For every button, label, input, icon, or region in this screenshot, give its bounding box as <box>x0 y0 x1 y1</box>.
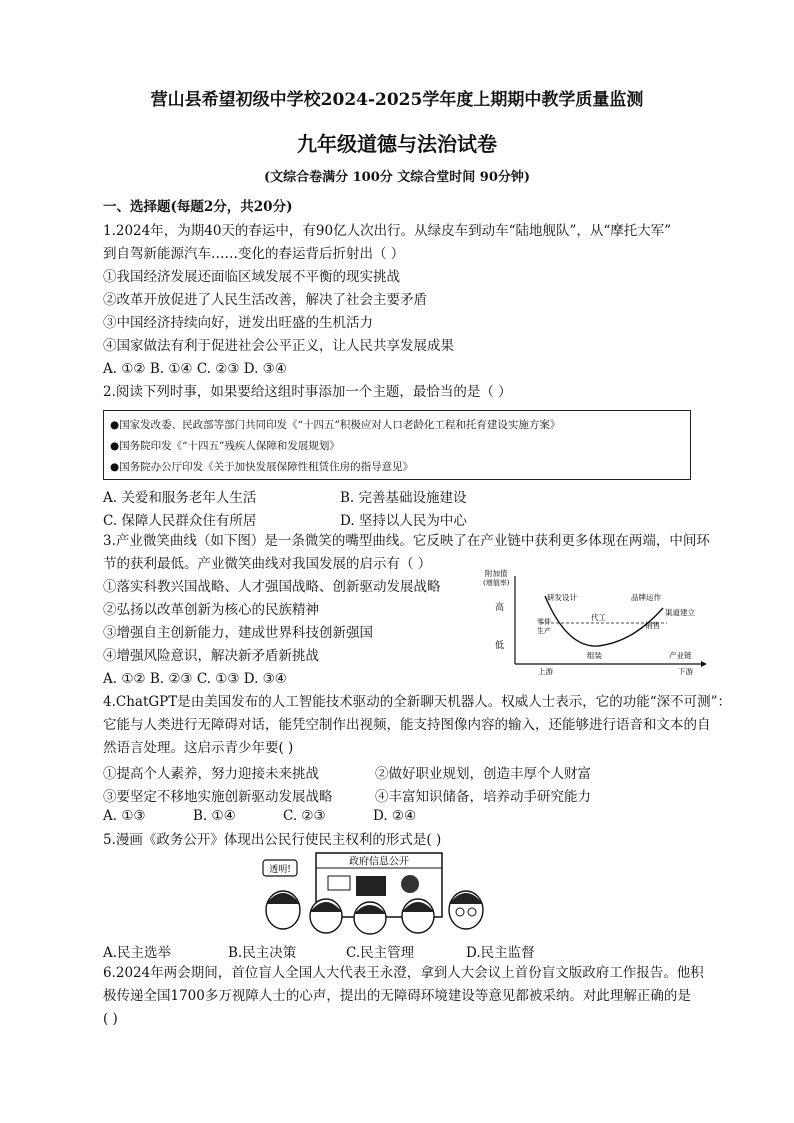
label-sales: 销售 <box>645 621 660 630</box>
q4-option-1: ①提高个人素养，努力迎接未来挑战 <box>103 766 319 782</box>
q4-option-3: ③要坚定不移地实施创新驱动发展战略 <box>103 789 333 805</box>
board-doc-2 <box>356 876 386 896</box>
exam-subtitle: 九年级道德与法治试卷 <box>297 132 497 156</box>
q4-stem-line3: 然语言处理。这启示青少年要( ) <box>103 740 294 756</box>
q1-stem-line1: 1.2024年，为期40天的春运中，有90亿人次出行。从绿皮车到动车“陆地舰队”，从“摩托大军” <box>103 223 672 239</box>
q2-stem: 2.阅读下列时事，如果要给这组时事添加一个主题，最恰当的是（ ） <box>103 384 512 400</box>
q2-answer-c: C. 保障人民群众住有所居 <box>103 513 257 529</box>
q4-option-4: ④丰富知识储备，培养动手研究能力 <box>375 789 591 805</box>
label-oem: 代工 <box>591 613 606 622</box>
q4-stem-line2: 它能与人类进行无障碍对话，能凭空制作出视频，能支持图像内容的输入，还能够进行语音和文本的自 <box>103 717 711 733</box>
q5-answer-c: C.民主管理 <box>346 945 415 961</box>
label-parts-1: 零件 <box>537 618 551 626</box>
q3-stem-line2: 节的获利最低。产业微笑曲线对我国发展的启示有（ ） <box>103 556 432 572</box>
q3-option-4: ④增强风险意识，解决新矛盾新挑战 <box>103 648 319 664</box>
q3-answers: A. ①② B. ②③ C. ①③ D. ③④ <box>103 671 287 687</box>
news-box <box>103 410 691 480</box>
q4-option-2: ②做好职业规划，创造丰厚个人财富 <box>375 766 591 782</box>
q1-option-3: ③中国经济持续向好，迸发出旺盛的生机活力 <box>103 315 373 331</box>
y-label-2: (增值率) <box>483 579 510 587</box>
board-pie-icon <box>401 875 419 893</box>
label-upstream: 上游 <box>538 667 553 676</box>
q4-answer-b: B. ①④ <box>193 808 236 824</box>
q5-answer-b: B.民主决策 <box>228 945 297 961</box>
q1-stem-line2: 到自驾新能源汽车……变化的春运背后折射出（ ） <box>103 246 405 262</box>
news-item-2: ●国务院印发《“十四五”残疾人保障和发展规划》 <box>110 440 340 452</box>
label-low: 低 <box>495 641 505 651</box>
q4-stem-line1: 4.ChatGPT是由美国发布的人工智能技术驱动的全新聊天机器人。权威人士表示，它的功能“深不可测”： <box>103 694 732 710</box>
q5-answer-d: D.民主监督 <box>466 945 535 961</box>
label-brand: 品牌运作 <box>631 593 661 602</box>
q3-option-3: ③增强自主创新能力，建成世界科技创新强国 <box>103 625 373 641</box>
label-channel: 渠道建立 <box>665 608 695 617</box>
q2-answer-a: A. 关爱和服务老年人生活 <box>103 490 257 506</box>
q3-option-1: ①落实科教兴国战略、人才强国战略、创新驱动发展战略 <box>103 579 441 595</box>
q5-answer-a: A.民主选举 <box>103 945 172 961</box>
q5-stem: 5.漫画《政务公开》体现出公民行使民主权利的形式是( ) <box>103 832 442 848</box>
q6-stem-line3: ( ) <box>103 1011 118 1027</box>
exam-title: 营山县希望初级中学校2024-2025学年度上期期中教学质量监测 <box>150 90 644 110</box>
y-label-1: 附加值 <box>485 569 508 578</box>
government-info-cartoon <box>258 852 498 937</box>
q1-answers: A. ①② B. ①④ C. ②③ D. ③④ <box>103 361 287 377</box>
x-axis-label: 产业链 <box>669 651 692 660</box>
q2-answer-d: D. 坚持以人民为中心 <box>340 513 467 529</box>
person-hair-5 <box>449 893 483 904</box>
q3-stem-line1: 3.产业微笑曲线（如下图）是一条微笑的嘴型曲线。它反映了在产业链中获利更多体现在两端，中间环 <box>103 533 710 549</box>
label-parts-2: 生产 <box>537 627 551 635</box>
q3-option-2: ②弘扬以改革创新为核心的民族精神 <box>103 602 319 618</box>
exam-note: (文综合卷满分 100分 文综合堂时间 90分钟) <box>263 170 531 185</box>
label-assembly: 组装 <box>587 651 602 660</box>
info-board-sign: 政府信息公开 <box>349 856 409 868</box>
q1-option-1: ①我国经济发展还面临区域发展不平衡的现实挑战 <box>103 269 400 285</box>
smile-curve-diagram <box>483 568 708 676</box>
x-axis-arrow <box>701 661 707 667</box>
q2-answer-b: B. 完善基础设施建设 <box>340 490 467 506</box>
board-doc-1 <box>328 876 350 890</box>
q6-stem-line2: 极传递全国1700多万视障人士的心声，提出的无障碍环境建设等意见都被采纳。对此理解正确的是 <box>103 988 691 1004</box>
label-high: 高 <box>495 603 505 613</box>
q4-answer-a: A. ①③ <box>103 808 146 824</box>
person-hair-1 <box>266 893 300 904</box>
news-item-1: ●国家发改委、民政部等部门共同印发《“十四五”积极应对人口老龄化工程和托育建设实施方案》 <box>110 419 561 431</box>
q1-option-4: ④国家做法有利于促进社会公平正义，让人民共享发展成果 <box>103 338 454 354</box>
label-rd: 研发设计 <box>547 593 577 602</box>
q6-stem-line1: 6.2024年两会期间，首位盲人全国人大代表王永澄，拿到人大会议上首份盲文版政府工作报告。他积 <box>103 965 704 981</box>
q4-answer-c: C. ②③ <box>283 808 326 824</box>
q1-option-2: ②改革开放促进了人民生活改善，解决了社会主要矛盾 <box>103 292 427 308</box>
speech-bubble-text: 透明! <box>269 865 291 875</box>
label-downstream: 下游 <box>678 667 693 676</box>
section-heading: 一、选择题(每题2分，共20分) <box>103 199 293 215</box>
news-item-3: ●国务院办公厅印发《关于加快发展保障性租赁住房的指导意见》 <box>110 461 414 473</box>
q4-answer-d: D. ②④ <box>373 808 417 824</box>
